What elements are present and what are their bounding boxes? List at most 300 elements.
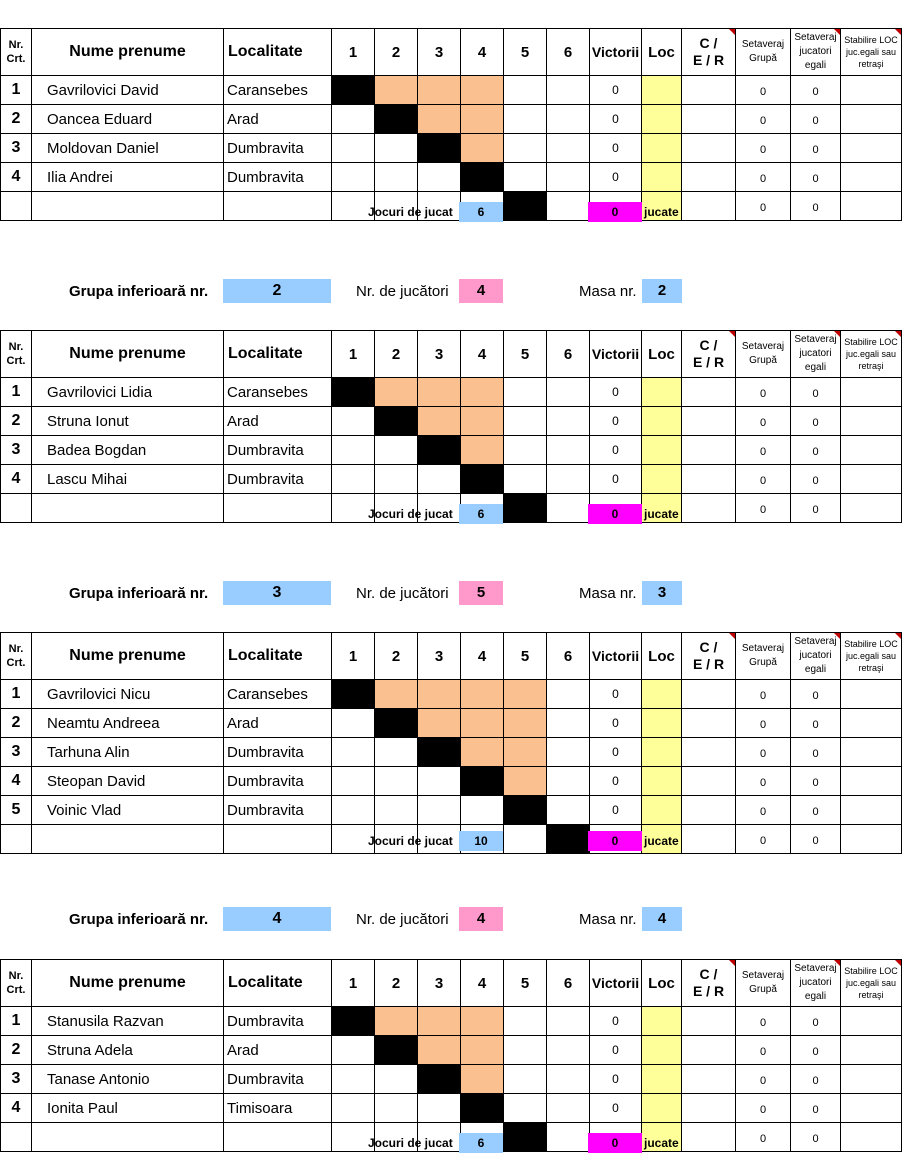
match-result-cell[interactable] xyxy=(375,378,418,407)
setaveraj-grupa-cell[interactable]: 0 xyxy=(736,709,791,738)
player-nr-cell[interactable]: 1 xyxy=(1,76,32,105)
loc-cell[interactable] xyxy=(642,767,682,796)
setaveraj-jucatori-cell[interactable]: 0 xyxy=(791,192,841,221)
player-name-cell[interactable]: Steopan David xyxy=(32,767,224,796)
match-cell[interactable] xyxy=(332,796,375,825)
match-cell[interactable] xyxy=(547,465,590,494)
header-opponent-5[interactable]: 5 xyxy=(504,331,547,378)
player-name-cell[interactable]: Lascu Mihai xyxy=(32,465,224,494)
match-cell[interactable] xyxy=(547,105,590,134)
player-nr-cell[interactable]: 4 xyxy=(1,767,32,796)
match-result-cell[interactable] xyxy=(375,76,418,105)
games-to-play-value[interactable]: 6 xyxy=(459,202,503,222)
match-cell[interactable] xyxy=(547,378,590,407)
header-victorii[interactable]: Victorii xyxy=(590,633,642,680)
match-cell[interactable] xyxy=(504,407,547,436)
diagonal-cell[interactable] xyxy=(418,436,461,465)
victorii-cell[interactable]: 0 xyxy=(590,709,642,738)
player-localitate-cell[interactable]: Caransebes xyxy=(224,76,332,105)
diagonal-cell[interactable] xyxy=(418,738,461,767)
setaveraj-jucatori-cell[interactable]: 0 xyxy=(791,767,841,796)
match-cell[interactable] xyxy=(504,1094,547,1123)
setaveraj-grupa-cell[interactable]: 0 xyxy=(736,163,791,192)
setaveraj-grupa-cell[interactable]: 0 xyxy=(736,407,791,436)
cer-cell[interactable] xyxy=(682,1094,736,1123)
header-setaveraj-grupa[interactable] xyxy=(736,633,791,680)
stabilire-loc-cell[interactable] xyxy=(841,796,902,825)
header-opponent-2[interactable]: 2 xyxy=(375,331,418,378)
header-opponent-2[interactable]: 2 xyxy=(375,29,418,76)
header-nr-crt[interactable] xyxy=(1,960,32,1007)
header-loc[interactable]: Loc xyxy=(642,960,682,1007)
header-opponent-6[interactable]: 6 xyxy=(547,633,590,680)
header-opponent-6[interactable]: 6 xyxy=(547,960,590,1007)
match-cell[interactable] xyxy=(547,1094,590,1123)
header-opponent-2[interactable]: 2 xyxy=(375,633,418,680)
match-result-cell[interactable] xyxy=(504,738,547,767)
cer-cell[interactable] xyxy=(682,436,736,465)
cer-cell[interactable] xyxy=(682,163,736,192)
setaveraj-jucatori-cell[interactable]: 0 xyxy=(791,163,841,192)
cer-cell[interactable] xyxy=(682,76,736,105)
loc-cell[interactable] xyxy=(642,1036,682,1065)
diagonal-cell[interactable] xyxy=(332,1007,375,1036)
header-victorii[interactable]: Victorii xyxy=(590,331,642,378)
match-cell[interactable] xyxy=(375,1065,418,1094)
setaveraj-grupa-cell[interactable]: 0 xyxy=(736,1123,791,1152)
player-localitate-cell[interactable]: Dumbravita xyxy=(224,1065,332,1094)
player-localitate-cell[interactable]: Dumbravita xyxy=(224,134,332,163)
table-number-cell[interactable]: 2 xyxy=(642,279,682,303)
player-localitate-cell[interactable]: Dumbravita xyxy=(224,163,332,192)
match-result-cell[interactable] xyxy=(504,709,547,738)
match-cell[interactable] xyxy=(547,709,590,738)
player-nr-cell[interactable]: 3 xyxy=(1,738,32,767)
player-localitate-cell[interactable]: Timisoara xyxy=(224,1094,332,1123)
match-cell[interactable] xyxy=(375,134,418,163)
setaveraj-grupa-cell[interactable]: 0 xyxy=(736,192,791,221)
match-cell[interactable] xyxy=(461,796,504,825)
header-setaveraj-jucatori[interactable] xyxy=(791,633,841,680)
header-loc[interactable]: Loc xyxy=(642,331,682,378)
match-cell[interactable] xyxy=(547,767,590,796)
match-cell[interactable] xyxy=(332,1036,375,1065)
victorii-cell[interactable]: 0 xyxy=(590,105,642,134)
setaveraj-jucatori-cell[interactable]: 0 xyxy=(791,1065,841,1094)
header-cer[interactable] xyxy=(682,633,736,680)
cer-cell[interactable] xyxy=(682,680,736,709)
match-cell[interactable] xyxy=(418,465,461,494)
setaveraj-jucatori-cell[interactable]: 0 xyxy=(791,134,841,163)
setaveraj-grupa-cell[interactable]: 0 xyxy=(736,738,791,767)
match-cell[interactable] xyxy=(547,1007,590,1036)
victorii-cell[interactable]: 0 xyxy=(590,796,642,825)
header-opponent-4[interactable]: 4 xyxy=(461,960,504,1007)
header-opponent-5[interactable]: 5 xyxy=(504,960,547,1007)
table-number-cell[interactable]: 4 xyxy=(642,907,682,931)
player-nr-cell[interactable]: 2 xyxy=(1,1036,32,1065)
match-cell[interactable] xyxy=(332,709,375,738)
match-result-cell[interactable] xyxy=(418,1007,461,1036)
header-setaveraj-grupa[interactable] xyxy=(736,331,791,378)
player-name-cell[interactable]: Oancea Eduard xyxy=(32,105,224,134)
player-nr-cell[interactable]: 5 xyxy=(1,796,32,825)
player-name-cell[interactable]: Neamtu Andreea xyxy=(32,709,224,738)
setaveraj-jucatori-cell[interactable]: 0 xyxy=(791,436,841,465)
player-localitate-cell[interactable]: Dumbravita xyxy=(224,436,332,465)
player-name-cell[interactable]: Gavrilovici Nicu xyxy=(32,680,224,709)
match-result-cell[interactable] xyxy=(418,105,461,134)
loc-cell[interactable] xyxy=(642,134,682,163)
header-victorii[interactable]: Victorii xyxy=(590,960,642,1007)
victorii-cell[interactable]: 0 xyxy=(590,1036,642,1065)
match-result-cell[interactable] xyxy=(418,1036,461,1065)
diagonal-cell[interactable] xyxy=(461,163,504,192)
loc-cell[interactable] xyxy=(642,1094,682,1123)
player-name-cell[interactable]: Badea Bogdan xyxy=(32,436,224,465)
stabilire-loc-cell[interactable] xyxy=(841,163,902,192)
setaveraj-jucatori-cell[interactable]: 0 xyxy=(791,407,841,436)
match-cell[interactable] xyxy=(418,1094,461,1123)
setaveraj-grupa-cell[interactable]: 0 xyxy=(736,378,791,407)
header-name[interactable]: Nume prenume xyxy=(32,633,224,680)
setaveraj-jucatori-cell[interactable]: 0 xyxy=(791,76,841,105)
setaveraj-grupa-cell[interactable]: 0 xyxy=(736,134,791,163)
match-result-cell[interactable] xyxy=(375,680,418,709)
player-nr-cell[interactable]: 3 xyxy=(1,436,32,465)
header-opponent-1[interactable]: 1 xyxy=(332,960,375,1007)
match-cell[interactable] xyxy=(332,163,375,192)
diagonal-cell[interactable] xyxy=(504,796,547,825)
match-cell[interactable] xyxy=(547,407,590,436)
stabilire-loc-cell[interactable] xyxy=(841,1094,902,1123)
player-nr-cell[interactable]: 1 xyxy=(1,378,32,407)
player-localitate-cell[interactable]: Caransebes xyxy=(224,378,332,407)
games-to-play-value[interactable]: 6 xyxy=(459,504,503,524)
games-played-value[interactable]: 0 xyxy=(588,504,642,524)
match-cell[interactable] xyxy=(332,105,375,134)
diagonal-cell[interactable] xyxy=(418,1065,461,1094)
match-cell[interactable] xyxy=(547,796,590,825)
match-cell[interactable] xyxy=(375,796,418,825)
players-count-cell[interactable]: 4 xyxy=(459,907,503,931)
loc-cell[interactable] xyxy=(642,738,682,767)
setaveraj-grupa-cell[interactable]: 0 xyxy=(736,1007,791,1036)
cer-cell[interactable] xyxy=(682,134,736,163)
loc-cell[interactable] xyxy=(642,163,682,192)
match-result-cell[interactable] xyxy=(461,407,504,436)
match-cell[interactable] xyxy=(504,76,547,105)
setaveraj-grupa-cell[interactable]: 0 xyxy=(736,680,791,709)
group-number-cell[interactable]: 2 xyxy=(223,279,331,303)
loc-cell[interactable] xyxy=(642,105,682,134)
stabilire-loc-cell[interactable] xyxy=(841,407,902,436)
match-cell[interactable] xyxy=(547,436,590,465)
match-cell[interactable] xyxy=(332,1094,375,1123)
header-loc[interactable]: Loc xyxy=(642,29,682,76)
setaveraj-grupa-cell[interactable]: 0 xyxy=(736,105,791,134)
match-cell[interactable] xyxy=(375,436,418,465)
match-cell[interactable] xyxy=(375,163,418,192)
stabilire-loc-cell[interactable] xyxy=(841,134,902,163)
victorii-cell[interactable]: 0 xyxy=(590,378,642,407)
header-opponent-3[interactable]: 3 xyxy=(418,960,461,1007)
header-localitate[interactable]: Localitate xyxy=(224,633,332,680)
match-cell[interactable] xyxy=(547,1036,590,1065)
match-result-cell[interactable] xyxy=(504,680,547,709)
victorii-cell[interactable]: 0 xyxy=(590,436,642,465)
cer-cell[interactable] xyxy=(682,105,736,134)
players-count-cell[interactable]: 4 xyxy=(459,279,503,303)
diagonal-cell[interactable] xyxy=(332,680,375,709)
cer-cell[interactable] xyxy=(682,1065,736,1094)
header-stabilire-loc[interactable] xyxy=(841,960,902,1007)
match-cell[interactable] xyxy=(504,465,547,494)
player-nr-cell[interactable]: 1 xyxy=(1,1007,32,1036)
diagonal-cell[interactable] xyxy=(375,105,418,134)
match-cell[interactable] xyxy=(504,163,547,192)
player-nr-cell[interactable]: 4 xyxy=(1,163,32,192)
setaveraj-grupa-cell[interactable]: 0 xyxy=(736,494,791,523)
setaveraj-jucatori-cell[interactable]: 0 xyxy=(791,465,841,494)
header-name[interactable]: Nume prenume xyxy=(32,29,224,76)
match-result-cell[interactable] xyxy=(504,767,547,796)
header-loc[interactable]: Loc xyxy=(642,633,682,680)
header-opponent-3[interactable]: 3 xyxy=(418,633,461,680)
player-name-cell[interactable]: Struna Ionut xyxy=(32,407,224,436)
player-nr-cell[interactable]: 2 xyxy=(1,709,32,738)
table-number-cell[interactable]: 3 xyxy=(642,581,682,605)
match-result-cell[interactable] xyxy=(461,134,504,163)
victorii-cell[interactable]: 0 xyxy=(590,76,642,105)
cer-cell[interactable] xyxy=(682,1007,736,1036)
setaveraj-jucatori-cell[interactable]: 0 xyxy=(791,378,841,407)
group-number-cell[interactable]: 4 xyxy=(223,907,331,931)
match-cell[interactable] xyxy=(418,163,461,192)
setaveraj-jucatori-cell[interactable]: 0 xyxy=(791,825,841,854)
match-cell[interactable] xyxy=(332,767,375,796)
player-name-cell[interactable]: Gavrilovici Lidia xyxy=(32,378,224,407)
player-name-cell[interactable]: Tanase Antonio xyxy=(32,1065,224,1094)
player-nr-cell[interactable]: 3 xyxy=(1,134,32,163)
header-nr-crt[interactable] xyxy=(1,331,32,378)
victorii-cell[interactable]: 0 xyxy=(590,407,642,436)
player-localitate-cell[interactable]: Caransebes xyxy=(224,680,332,709)
loc-cell[interactable] xyxy=(642,709,682,738)
cer-cell[interactable] xyxy=(682,796,736,825)
match-cell[interactable] xyxy=(504,436,547,465)
header-cer[interactable] xyxy=(682,960,736,1007)
diagonal-cell[interactable] xyxy=(332,378,375,407)
setaveraj-jucatori-cell[interactable]: 0 xyxy=(791,105,841,134)
header-opponent-6[interactable]: 6 xyxy=(547,29,590,76)
stabilire-loc-cell[interactable] xyxy=(841,680,902,709)
setaveraj-grupa-cell[interactable]: 0 xyxy=(736,76,791,105)
cer-cell[interactable] xyxy=(682,738,736,767)
header-nr-crt[interactable] xyxy=(1,633,32,680)
header-opponent-5[interactable]: 5 xyxy=(504,29,547,76)
player-name-cell[interactable]: Tarhuna Alin xyxy=(32,738,224,767)
stabilire-loc-cell[interactable] xyxy=(841,1007,902,1036)
match-cell[interactable] xyxy=(375,767,418,796)
diagonal-cell[interactable] xyxy=(375,709,418,738)
cer-cell[interactable] xyxy=(682,407,736,436)
stabilire-loc-cell[interactable] xyxy=(841,378,902,407)
cer-cell[interactable] xyxy=(682,767,736,796)
victorii-cell[interactable]: 0 xyxy=(590,680,642,709)
diagonal-cell[interactable] xyxy=(375,407,418,436)
setaveraj-jucatori-cell[interactable]: 0 xyxy=(791,738,841,767)
setaveraj-jucatori-cell[interactable]: 0 xyxy=(791,494,841,523)
setaveraj-jucatori-cell[interactable]: 0 xyxy=(791,709,841,738)
setaveraj-grupa-cell[interactable]: 0 xyxy=(736,1065,791,1094)
stabilire-loc-cell[interactable] xyxy=(841,465,902,494)
player-localitate-cell[interactable]: Arad xyxy=(224,407,332,436)
games-to-play-value[interactable]: 6 xyxy=(459,1133,503,1153)
match-result-cell[interactable] xyxy=(418,76,461,105)
match-cell[interactable] xyxy=(547,163,590,192)
victorii-cell[interactable]: 0 xyxy=(590,1007,642,1036)
games-to-play-value[interactable]: 10 xyxy=(459,831,503,851)
header-opponent-4[interactable]: 4 xyxy=(461,29,504,76)
match-cell[interactable] xyxy=(547,738,590,767)
header-opponent-1[interactable]: 1 xyxy=(332,633,375,680)
header-nr-crt[interactable] xyxy=(1,29,32,76)
stabilire-loc-cell[interactable] xyxy=(841,767,902,796)
match-result-cell[interactable] xyxy=(461,680,504,709)
match-cell[interactable] xyxy=(547,134,590,163)
loc-cell[interactable] xyxy=(642,680,682,709)
player-nr-cell[interactable]: 1 xyxy=(1,680,32,709)
match-cell[interactable] xyxy=(418,796,461,825)
setaveraj-jucatori-cell[interactable]: 0 xyxy=(791,1123,841,1152)
diagonal-cell[interactable] xyxy=(418,134,461,163)
player-name-cell[interactable]: Ilia Andrei xyxy=(32,163,224,192)
header-opponent-6[interactable]: 6 xyxy=(547,331,590,378)
match-result-cell[interactable] xyxy=(461,709,504,738)
games-played-value[interactable]: 0 xyxy=(588,1133,642,1153)
loc-cell[interactable] xyxy=(642,465,682,494)
player-name-cell[interactable]: Stanusila Razvan xyxy=(32,1007,224,1036)
player-localitate-cell[interactable]: Dumbravita xyxy=(224,465,332,494)
player-name-cell[interactable]: Moldovan Daniel xyxy=(32,134,224,163)
loc-cell[interactable] xyxy=(642,796,682,825)
player-localitate-cell[interactable]: Dumbravita xyxy=(224,767,332,796)
match-cell[interactable] xyxy=(547,76,590,105)
stabilire-loc-cell[interactable] xyxy=(841,1036,902,1065)
header-cer[interactable] xyxy=(682,331,736,378)
player-localitate-cell[interactable]: Dumbravita xyxy=(224,796,332,825)
loc-cell[interactable] xyxy=(642,378,682,407)
setaveraj-jucatori-cell[interactable]: 0 xyxy=(791,1007,841,1036)
setaveraj-jucatori-cell[interactable]: 0 xyxy=(791,1036,841,1065)
header-opponent-5[interactable]: 5 xyxy=(504,633,547,680)
match-result-cell[interactable] xyxy=(461,1036,504,1065)
match-result-cell[interactable] xyxy=(418,680,461,709)
match-cell[interactable] xyxy=(332,134,375,163)
stabilire-loc-cell[interactable] xyxy=(841,76,902,105)
victorii-cell[interactable]: 0 xyxy=(590,465,642,494)
match-result-cell[interactable] xyxy=(461,1065,504,1094)
victorii-cell[interactable]: 0 xyxy=(590,1065,642,1094)
header-opponent-3[interactable]: 3 xyxy=(418,29,461,76)
setaveraj-grupa-cell[interactable]: 0 xyxy=(736,767,791,796)
match-result-cell[interactable] xyxy=(461,378,504,407)
match-cell[interactable] xyxy=(332,436,375,465)
match-cell[interactable] xyxy=(332,738,375,767)
loc-cell[interactable] xyxy=(642,76,682,105)
player-nr-cell[interactable]: 4 xyxy=(1,1094,32,1123)
victorii-cell[interactable]: 0 xyxy=(590,163,642,192)
cer-cell[interactable] xyxy=(682,378,736,407)
games-played-value[interactable]: 0 xyxy=(588,831,642,851)
match-cell[interactable] xyxy=(332,465,375,494)
loc-cell[interactable] xyxy=(642,1007,682,1036)
match-cell[interactable] xyxy=(504,1036,547,1065)
match-cell[interactable] xyxy=(375,465,418,494)
players-count-cell[interactable]: 5 xyxy=(459,581,503,605)
header-opponent-1[interactable]: 1 xyxy=(332,29,375,76)
setaveraj-grupa-cell[interactable]: 0 xyxy=(736,1094,791,1123)
match-cell[interactable] xyxy=(547,1065,590,1094)
header-setaveraj-jucatori[interactable] xyxy=(791,29,841,76)
match-result-cell[interactable] xyxy=(461,436,504,465)
cer-cell[interactable] xyxy=(682,709,736,738)
player-nr-cell[interactable]: 4 xyxy=(1,465,32,494)
match-result-cell[interactable] xyxy=(418,709,461,738)
setaveraj-grupa-cell[interactable]: 0 xyxy=(736,825,791,854)
header-opponent-1[interactable]: 1 xyxy=(332,331,375,378)
victorii-cell[interactable]: 0 xyxy=(590,1094,642,1123)
player-name-cell[interactable]: Ionita Paul xyxy=(32,1094,224,1123)
header-victorii[interactable]: Victorii xyxy=(590,29,642,76)
match-cell[interactable] xyxy=(504,378,547,407)
diagonal-cell[interactable] xyxy=(332,76,375,105)
victorii-cell[interactable]: 0 xyxy=(590,134,642,163)
match-cell[interactable] xyxy=(504,1007,547,1036)
setaveraj-jucatori-cell[interactable]: 0 xyxy=(791,1094,841,1123)
match-result-cell[interactable] xyxy=(461,1007,504,1036)
player-name-cell[interactable]: Gavrilovici David xyxy=(32,76,224,105)
header-localitate[interactable]: Localitate xyxy=(224,331,332,378)
stabilire-loc-cell[interactable] xyxy=(841,436,902,465)
player-nr-cell[interactable]: 3 xyxy=(1,1065,32,1094)
match-result-cell[interactable] xyxy=(461,76,504,105)
setaveraj-grupa-cell[interactable]: 0 xyxy=(736,465,791,494)
header-name[interactable]: Nume prenume xyxy=(32,960,224,1007)
victorii-cell[interactable]: 0 xyxy=(590,738,642,767)
header-setaveraj-jucatori[interactable] xyxy=(791,960,841,1007)
setaveraj-grupa-cell[interactable]: 0 xyxy=(736,796,791,825)
header-opponent-4[interactable]: 4 xyxy=(461,331,504,378)
match-cell[interactable] xyxy=(332,1065,375,1094)
header-cer[interactable] xyxy=(682,29,736,76)
loc-cell[interactable] xyxy=(642,407,682,436)
stabilire-loc-cell[interactable] xyxy=(841,1065,902,1094)
player-localitate-cell[interactable]: Arad xyxy=(224,709,332,738)
cer-cell[interactable] xyxy=(682,465,736,494)
loc-cell[interactable] xyxy=(642,1065,682,1094)
victorii-cell[interactable]: 0 xyxy=(590,767,642,796)
setaveraj-grupa-cell[interactable]: 0 xyxy=(736,436,791,465)
diagonal-cell[interactable] xyxy=(461,767,504,796)
match-result-cell[interactable] xyxy=(461,738,504,767)
stabilire-loc-cell[interactable] xyxy=(841,105,902,134)
group-number-cell[interactable]: 3 xyxy=(223,581,331,605)
header-opponent-4[interactable]: 4 xyxy=(461,633,504,680)
stabilire-loc-cell[interactable] xyxy=(841,709,902,738)
header-localitate[interactable]: Localitate xyxy=(224,960,332,1007)
